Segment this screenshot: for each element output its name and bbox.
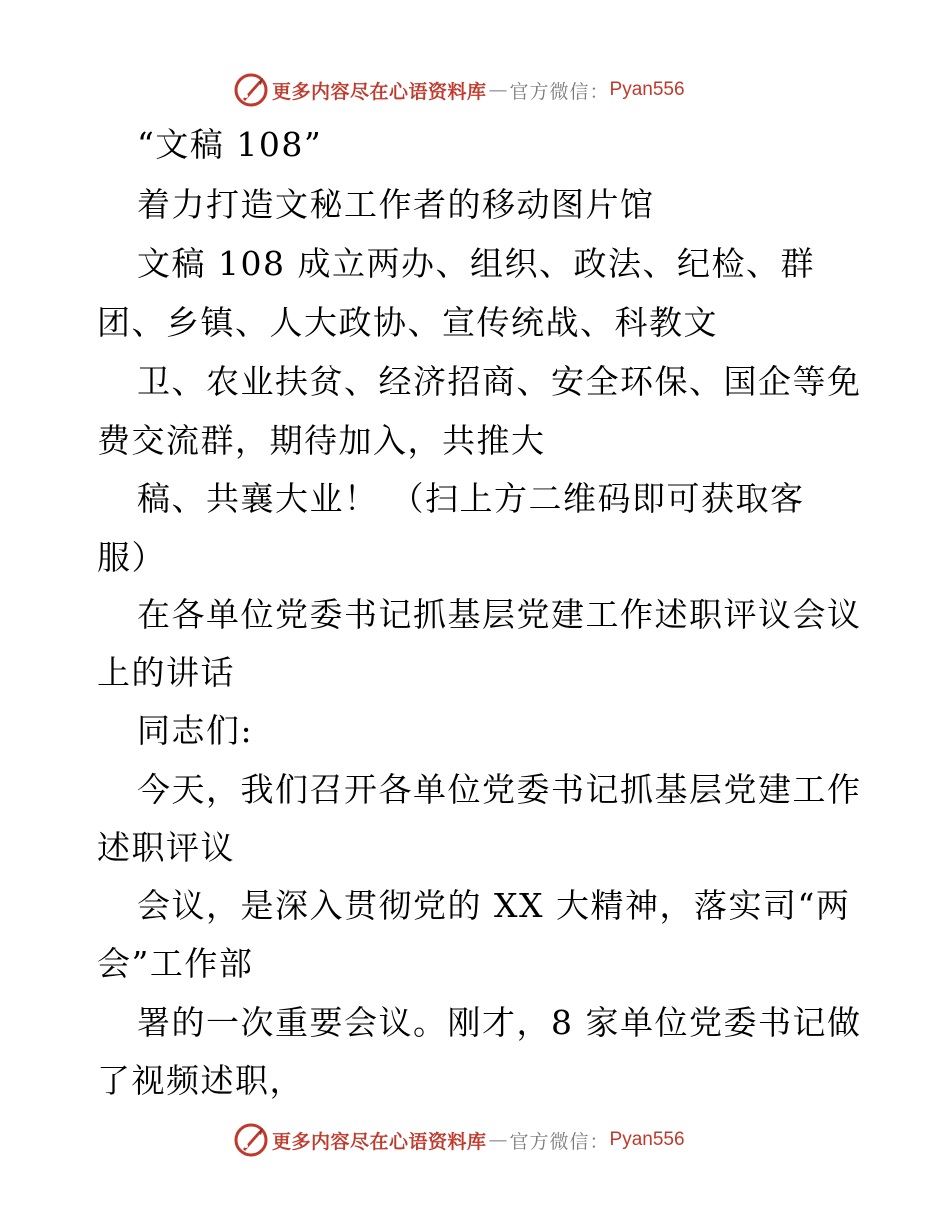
footer-watermark — [234, 1122, 685, 1158]
watermark-wechat-label: 官方微信： — [509, 1130, 610, 1153]
watermark-wechat-label: 官方微信： — [509, 80, 610, 103]
watermark-separator: — — [488, 79, 508, 101]
doc-line: 稿、共襄大业！ （扫上方二维码即可获取客 — [137, 479, 805, 518]
doc-line: 同志们: — [137, 711, 254, 750]
doc-line: 上的讲话 — [97, 653, 235, 692]
doc-line: 服） — [97, 538, 166, 577]
doc-line: 着力打造文秘工作者的移动图片馆 — [137, 185, 655, 224]
doc-line: 团、乡镇、人大政协、宣传统战、科教文 — [97, 303, 718, 342]
watermark-wechat-id: Pyan556 — [609, 79, 685, 100]
doc-line: 会”工作部 — [97, 944, 254, 983]
watermark-text: 更多内容尽在心语资料库 — [272, 1130, 487, 1153]
header-watermark — [234, 72, 685, 108]
doc-line: 述职评议 — [97, 828, 235, 867]
quill-pen-logo-icon — [234, 1123, 268, 1157]
doc-line: “文稿 108” — [137, 125, 323, 164]
doc-line: 在各单位党委书记抓基层党建工作述职评议会议 — [137, 595, 862, 634]
doc-line: 会议，是深入贯彻党的 XX 大精神，落实司“两 — [137, 886, 851, 925]
doc-line: 署的一次重要会议。刚才，8 家单位党委书记做 — [137, 1003, 862, 1042]
doc-line: 了视频述职， — [97, 1061, 304, 1100]
doc-line: 卫、农业扶贫、经济招商、安全环保、国企等免 — [137, 362, 862, 401]
watermark-text: 更多内容尽在心语资料库 — [272, 80, 487, 103]
doc-line: 文稿 108 成立两办、组织、政法、纪检、群 — [137, 244, 815, 283]
watermark-separator: — — [488, 1129, 508, 1151]
watermark-wechat-id: Pyan556 — [609, 1129, 685, 1150]
quill-pen-logo-icon — [234, 73, 268, 107]
doc-line: 费交流群，期待加入，共推大 — [97, 421, 546, 460]
doc-line: 今天，我们召开各单位党委书记抓基层党建工作 — [137, 770, 862, 809]
